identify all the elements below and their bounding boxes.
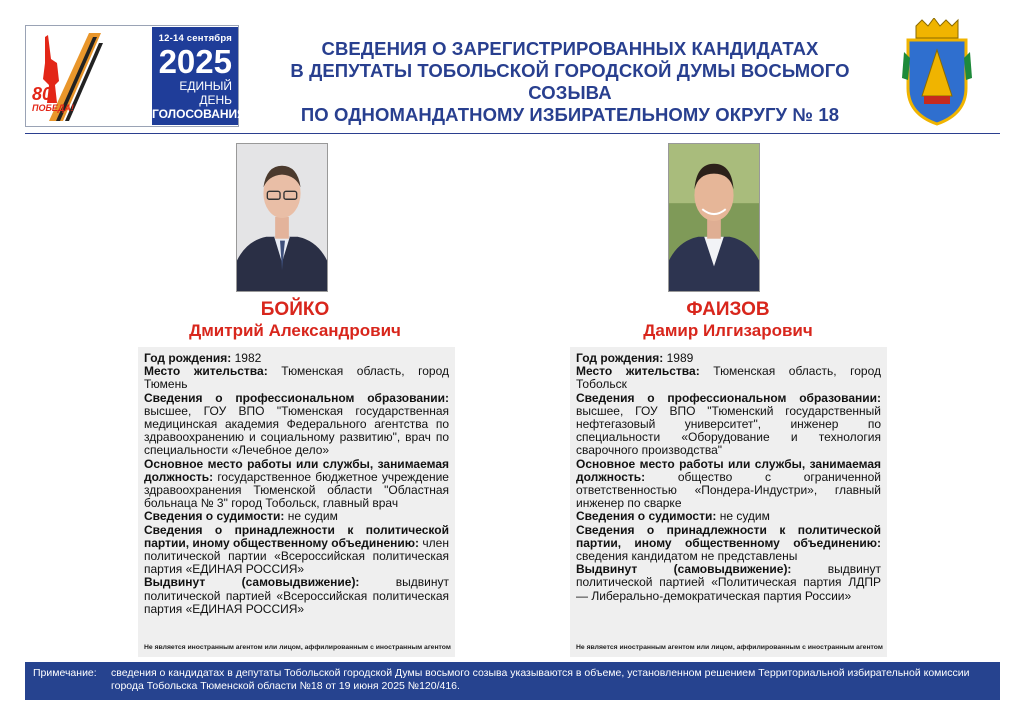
residence-row — [576, 365, 881, 391]
footnote-text: сведения о кандидатах в депутаты Тобольской городской Думы восьмого созыва указываются в объеме, установленном решением Территориальной избирательной комиссии города Тобольска Тюменской области №18 от 19 июня 2025 №120/416. — [111, 667, 970, 692]
party-row — [576, 524, 881, 564]
residence-value: Тюменская область, город Тюмень — [144, 364, 449, 392]
foreign-agent-note: Не является иностранным агентом или лицом, аффилированным с иностранным агентом — [144, 643, 451, 651]
candidate-last-name: ФАИЗОВ — [686, 299, 770, 320]
birth-label: Год рождения: — [576, 351, 664, 365]
candidate-name-1 — [140, 299, 450, 341]
residence-label: Место жительства: — [576, 364, 700, 379]
header-divider — [25, 133, 1000, 134]
birth-value: 1989 — [666, 351, 694, 365]
tobolsk-coat-of-arms-icon — [902, 18, 972, 126]
footnote-bar — [25, 662, 1000, 700]
work-value: государственное бюджетное учреждение здравоохранения Тюменской области "Областная больнаца № 3" город Тобольск, главный врач — [144, 469, 449, 511]
education-row — [576, 392, 881, 458]
work-row — [144, 458, 449, 511]
education-row — [144, 392, 449, 458]
footnote-label: Примечание: — [33, 667, 97, 679]
candidate-info-1 — [138, 347, 455, 657]
education-value: высшее, ГОУ ВПО "Тюменская государственная медицинская академия Федерального агентства по здравоохранению и социальному развитию", врач по специальности «Лечебное дело» — [144, 403, 449, 458]
work-value: общество с ограниченной ответственностью «Пондера-Индустри», главный инженер по сварке — [576, 469, 881, 511]
title-line-1: СВЕДЕНИЯ О ЗАРЕГИСТРИРОВАННЫХ КАНДИДАТАХ — [321, 38, 819, 59]
election-year: 2025 — [158, 43, 232, 80]
candidate-first-names: Дмитрий Александрович — [189, 321, 401, 340]
work-label: Основное место работы или службы, занимаемая должность: — [144, 456, 449, 484]
page-title — [250, 38, 890, 126]
education-label: Сведения о профессиональном образовании: — [144, 390, 449, 405]
nominated-label: Выдвинут (самовыдвижение): — [576, 562, 792, 577]
foreign-agent-note: Не является иностранным агентом или лицом, аффилированным с иностранным агентом — [576, 643, 883, 651]
candidate-photo-faizov — [668, 143, 760, 292]
election-date: 12-14 сентября — [158, 33, 232, 44]
birth-value: 1982 — [234, 351, 262, 365]
candidate-first-names: Дамир Илгизарович — [643, 321, 813, 340]
election-logo — [25, 25, 246, 127]
party-row — [144, 524, 449, 577]
nominated-row — [576, 563, 881, 603]
record-label: Сведения о судимости: — [576, 509, 717, 524]
title-line-3: ПО ОДНОМАНДАТНОМУ ИЗБИРАТЕЛЬНОМУ ОКРУГУ № 18 — [300, 104, 840, 125]
nominated-value: выдвинут политической партией «Политическая партия ЛДПР — Либерально-демократическая партия России» — [576, 562, 881, 603]
title-line-2: В ДЕПУТАТЫ ТОБОЛЬСКОЙ ГОРОДСКОЙ ДУМЫ ВОСЬМОГО СОЗЫВА — [290, 60, 850, 103]
party-label: Сведения о принадлежности к политической партии, иному общественному объединению: — [576, 522, 881, 550]
birth-label: Год рождения: — [144, 351, 232, 365]
victory-word: ПОБЕДА! — [32, 103, 74, 113]
work-label: Основное место работы или службы, занимаемая должность: — [576, 456, 881, 484]
election-line2: ГОЛОСОВАНИЯ — [152, 107, 246, 121]
victory-number: 80 — [32, 84, 53, 104]
nominated-value: выдвинут политической партией «Всероссийская политическая партия «ЕДИНАЯ РОССИЯ» — [144, 575, 449, 616]
residence-value: Тюменская область, город Тобольск — [576, 364, 881, 392]
party-label: Сведения о принадлежности к политической партии, иному общественному объединению: — [144, 522, 449, 550]
record-label: Сведения о судимости: — [144, 509, 285, 524]
residence-row — [144, 365, 449, 391]
education-label: Сведения о профессиональном образовании: — [576, 390, 881, 405]
party-value: сведения кандидатом не представлены — [576, 549, 798, 564]
education-value: высшее, ГОУ ВПО "Тюменский государственный нефтегазовый университет", инженер по специальности «Оборудование и технология сварочного производства" — [576, 403, 881, 458]
election-line1: ЕДИНЫЙ ДЕНЬ — [179, 79, 232, 107]
candidate-info-2 — [570, 347, 887, 657]
victory-80-badge — [32, 86, 74, 113]
candidate-last-name: БОЙКО — [260, 299, 330, 320]
election-day-panel — [152, 27, 246, 125]
candidate-photo-boyko — [236, 143, 328, 292]
record-value: не судим — [287, 509, 338, 524]
nominated-label: Выдвинут (самовыдвижение): — [144, 575, 360, 590]
residence-label: Место жительства: — [144, 364, 268, 379]
candidate-name-2 — [573, 299, 883, 341]
record-value: не судим — [719, 509, 770, 524]
work-row — [576, 458, 881, 511]
party-value: член политической партии «Всероссийская политическая партия «ЕДИНАЯ РОССИЯ» — [144, 535, 449, 577]
nominated-row — [144, 576, 449, 616]
